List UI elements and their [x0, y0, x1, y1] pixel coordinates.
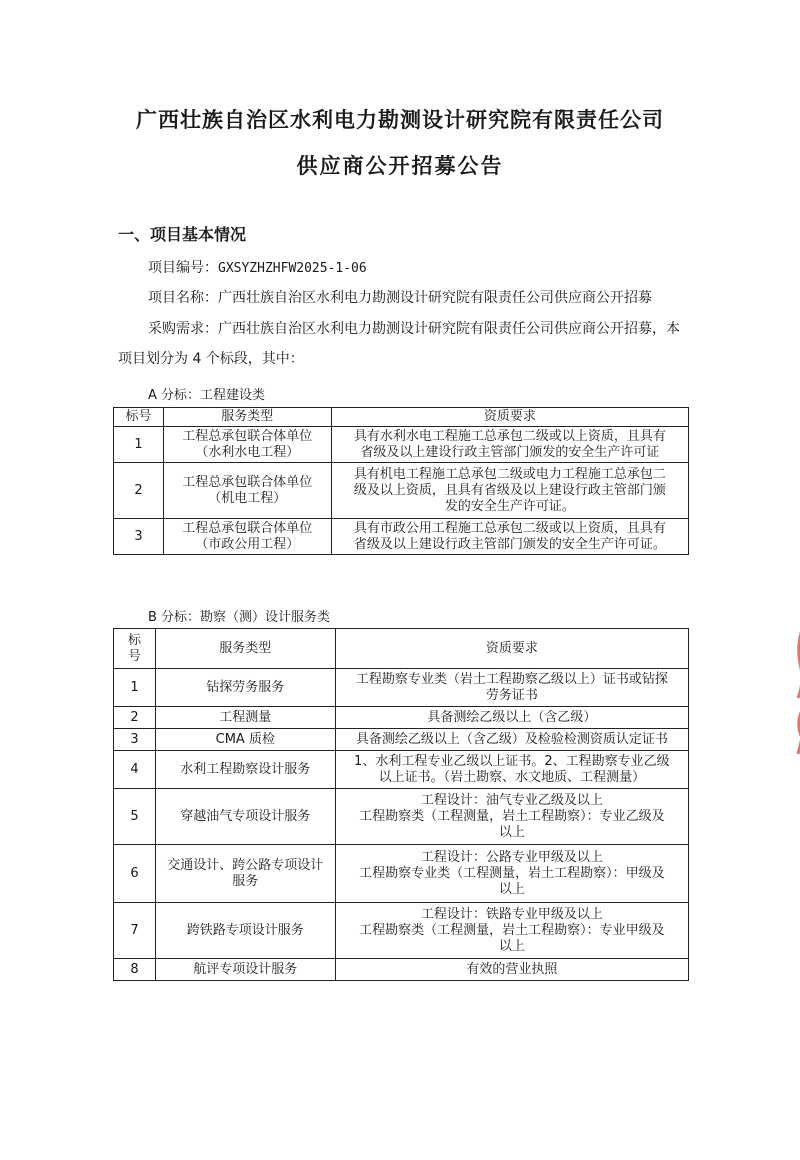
header-qualification: 资质要求 [331, 408, 688, 427]
cell-no: 1 [114, 427, 164, 463]
document-title-line2: 供应商公开招募公告 [296, 154, 504, 178]
section-heading-project-basics: 一、项目基本情况 [118, 225, 247, 244]
cell-qualification: 具有水利水电工程施工总承包二级或以上资质，且具有 省级及以上建设行政主管部门颁发的安全生产许可证 [331, 427, 688, 463]
cell-qualification: 具有机电工程施工总承包二级或电力工程施工总承包二 级及以上资质，且具有省级及以上建设行政主管部门颁 发的安全生产许可证。 [331, 463, 688, 519]
cell-qualification: 工程设计：铁路专业甲级及以上 工程勘察类（工程测量，岩土工程勘察）：专业甲级及 以上 [335, 903, 688, 959]
cell-no: 3 [114, 519, 164, 555]
cell-qualification: 工程勘察专业类（岩土工程勘察乙级以上）证书或钻探 劳务证书 [335, 669, 688, 707]
cell-service-type: 工程总承包联合体单位 （市政公用工程） [163, 519, 331, 555]
header-no: 标 号 [114, 629, 156, 669]
cell-no: 3 [114, 729, 156, 751]
table-row [114, 789, 689, 845]
cell-service-type: 交通设计、跨公路专项设计 服务 [155, 845, 335, 903]
document-title-line1: 广西壮族自治区水利电力勘测设计研究院有限责任公司 [136, 108, 664, 132]
table-row [114, 751, 689, 789]
cell-no: 6 [114, 845, 156, 903]
table-row [114, 463, 689, 519]
table-row [114, 903, 689, 959]
seal-stamp-fragment [792, 628, 800, 758]
cell-service-type: 工程总承包联合体单位 （水利水电工程） [163, 427, 331, 463]
procurement-text-line2: 项目划分为 4 个标段，其中： [118, 351, 304, 367]
table-row [114, 845, 689, 903]
table-row [114, 669, 689, 707]
cell-qualification: 有效的营业执照 [335, 959, 688, 981]
project-name-label: 项目名称： [148, 290, 218, 306]
cell-qualification: 具备测绘乙级以上（含乙级）及检验检测资质认定证书 [335, 729, 688, 751]
cell-service-type: 跨铁路专项设计服务 [155, 903, 335, 959]
project-number-value: GXSYZHZHFW2025-1-06 [218, 261, 367, 276]
table-b-survey-design [113, 628, 689, 981]
cell-service-type: 航评专项设计服务 [155, 959, 335, 981]
table-b-caption: B 分标：勘察（测）设计服务类 [148, 610, 331, 625]
table-header-row [114, 408, 689, 427]
cell-no: 8 [114, 959, 156, 981]
cell-service-type: 钻探劳务服务 [155, 669, 335, 707]
cell-service-type: 工程测量 [155, 707, 335, 729]
cell-qualification: 具有市政公用工程施工总承包二级或以上资质，且具有 省级及以上建设行政主管部门颁发的安全生产许可证。 [331, 519, 688, 555]
cell-no: 2 [114, 463, 164, 519]
table-a-caption: A 分标：工程建设类 [148, 388, 266, 403]
procurement-label: 采购需求： [148, 321, 218, 337]
project-name-line [148, 288, 652, 308]
project-number-label: 项目编号： [148, 260, 218, 276]
table-row [114, 707, 689, 729]
table-row [114, 427, 689, 463]
cell-service-type: 水利工程勘察设计服务 [155, 751, 335, 789]
cell-no: 4 [114, 751, 156, 789]
table-row [114, 519, 689, 555]
cell-no: 1 [114, 669, 156, 707]
cell-no: 2 [114, 707, 156, 729]
cell-qualification: 具备测绘乙级以上（含乙级） [335, 707, 688, 729]
cell-no: 7 [114, 903, 156, 959]
table-a-engineering [113, 407, 689, 555]
project-number-line [148, 258, 367, 279]
cell-service-type: 穿越油气专项设计服务 [155, 789, 335, 845]
procurement-text-line1: 广西壮族自治区水利电力勘测设计研究院有限责任公司供应商公开招募，本 [218, 321, 680, 337]
header-service-type: 服务类型 [155, 629, 335, 669]
table-row [114, 959, 689, 981]
table-header-row [114, 629, 689, 669]
header-service-type: 服务类型 [163, 408, 331, 427]
cell-service-type: CMA 质检 [155, 729, 335, 751]
cell-qualification: 工程设计：公路专业甲级及以上 工程勘察专业类（工程测量，岩土工程勘察）：甲级及 以上 [335, 845, 688, 903]
cell-no: 5 [114, 789, 156, 845]
header-no: 标号 [114, 408, 164, 427]
cell-service-type: 工程总承包联合体单位 （机电工程） [163, 463, 331, 519]
table-row [114, 729, 689, 751]
procurement-line1 [148, 319, 680, 339]
cell-qualification: 1、水利工程专业乙级以上证书。2、工程勘察专业乙级 以上证书。（岩土勘察、水文地质、工程测量） [335, 751, 688, 789]
cell-qualification: 工程设计：油气专业乙级及以上 工程勘察类（工程测量，岩土工程勘察）：专业乙级及 以上 [335, 789, 688, 845]
header-qualification: 资质要求 [335, 629, 688, 669]
project-name-value: 广西壮族自治区水利电力勘测设计研究院有限责任公司供应商公开招募 [218, 290, 652, 306]
